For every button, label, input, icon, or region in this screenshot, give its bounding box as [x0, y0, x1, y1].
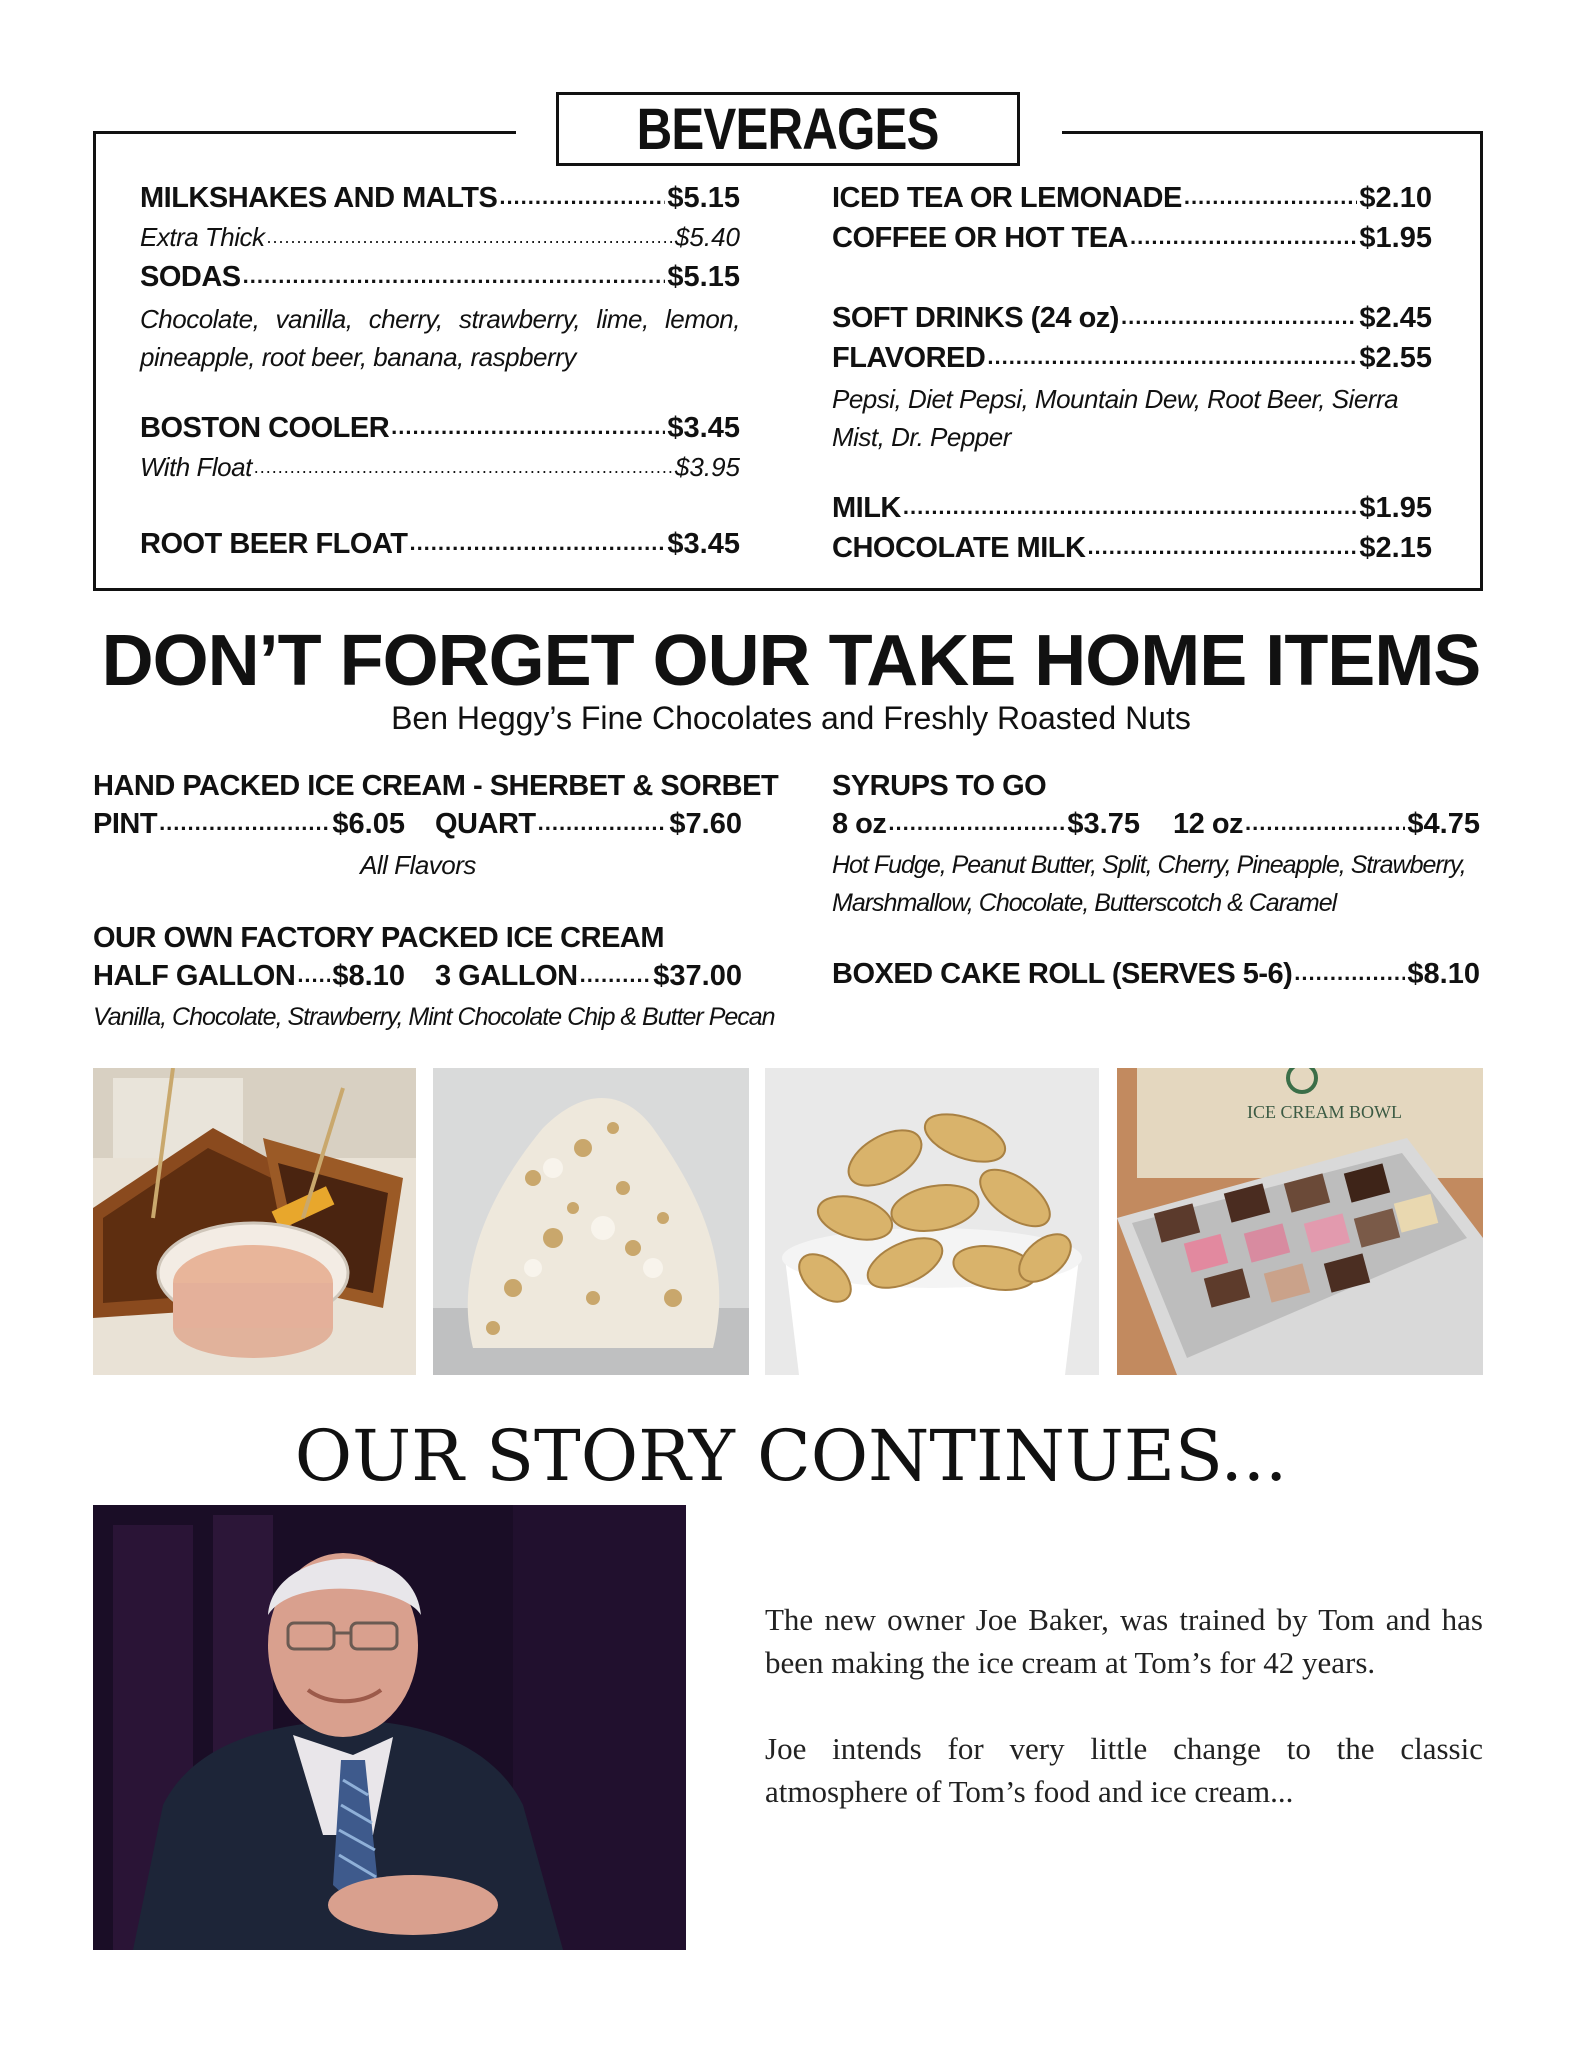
take-home-subtitle: Ben Heggy’s Fine Chocolates and Freshly Roasted Nuts [391, 700, 1191, 736]
menu-item-with-float [140, 452, 740, 483]
dot-leader [903, 494, 1358, 520]
menu-item-flavored [832, 342, 1432, 375]
menu-item-iced-tea [832, 182, 1432, 215]
factory-packed-flavors: Vanilla, Chocolate, Strawberry, Mint Chocolate Chip & Butter Pecan [93, 1003, 775, 1031]
item-price: $2.45 [1359, 302, 1432, 334]
item-name: HALF GALLON [93, 960, 296, 992]
item-name: BOXED CAKE ROLL (SERVES 5-6) [832, 958, 1293, 990]
menu-item-milkshakes [140, 182, 740, 215]
item-name: FLAVORED [832, 342, 986, 374]
item-name: With Float [140, 452, 252, 482]
item-name: MILKSHAKES AND MALTS [140, 182, 498, 214]
item-price: $1.95 [1359, 222, 1432, 254]
item-name: QUART [435, 808, 536, 840]
dot-leader [987, 344, 1357, 370]
story-paragraph-1: The new owner Joe Baker, was trained by Tom and has been making the ice cream at Tom’s for 42 years. [765, 1602, 1483, 1680]
menu-item-8oz [832, 808, 1140, 841]
dot-leader [391, 414, 665, 440]
menu-item-quart [435, 808, 742, 841]
menu-item-three-gallon [435, 960, 742, 993]
item-price: $1.95 [1359, 492, 1432, 524]
beverages-title: BEVERAGES [637, 96, 939, 162]
owner-portrait-photo [93, 1505, 686, 1950]
item-price: $4.75 [1407, 808, 1480, 840]
flavored-list: Pepsi, Diet Pepsi, Mountain Dew, Root Beer, Sierra Mist, Dr. Pepper [832, 384, 1399, 452]
item-name: BOSTON COOLER [140, 412, 390, 444]
dot-leader [1121, 304, 1357, 330]
item-price: $8.10 [332, 960, 405, 992]
menu-item-sodas [140, 261, 740, 294]
item-name: 8 oz [832, 808, 887, 840]
chocolate-box-photo [1117, 1068, 1483, 1375]
item-name: 3 GALLON [435, 960, 578, 992]
item-name: PINT [93, 808, 158, 840]
dot-leader [538, 810, 668, 836]
dot-leader [499, 184, 665, 210]
dot-leader [267, 227, 673, 248]
menu-item-pint [93, 808, 405, 841]
dot-leader [243, 263, 666, 289]
dot-leader [1245, 810, 1405, 836]
sandwich-photo [93, 1068, 416, 1375]
sodas-flavors: Chocolate, vanilla, cherry, strawberry, lime, lemon, pineapple, root beer, banana, raspberry [140, 304, 740, 372]
item-name: CHOCOLATE MILK [832, 532, 1086, 564]
chocolate-candy-photo [433, 1068, 749, 1375]
item-price: $3.95 [674, 452, 740, 482]
menu-item-half-gallon [93, 960, 405, 993]
beverages-title-box [556, 92, 1020, 166]
dot-leader [888, 810, 1065, 836]
menu-item-12oz [1173, 808, 1480, 841]
menu-item-boston-cooler [140, 412, 740, 445]
item-price: $5.15 [667, 261, 740, 293]
dot-leader [409, 530, 665, 556]
item-price: $3.45 [667, 528, 740, 560]
dot-leader [254, 457, 673, 478]
item-price: $5.15 [667, 182, 740, 214]
item-price: $6.05 [332, 808, 405, 840]
item-name: ROOT BEER FLOAT [140, 528, 408, 560]
dot-leader [1130, 224, 1357, 250]
item-price: $2.55 [1359, 342, 1432, 374]
item-name: SODAS [140, 261, 241, 293]
story-title: OUR STORY CONTINUES... [294, 1415, 1288, 1497]
menu-item-coffee [832, 222, 1432, 255]
item-price: $37.00 [653, 960, 742, 992]
item-name: Extra Thick [140, 222, 265, 252]
item-price: $3.45 [667, 412, 740, 444]
syrup-flavors: Hot Fudge, Peanut Butter, Split, Cherry, Pineapple, Strawberry, Marshmallow, Chocolate, Butterscotch & Caramel [832, 851, 1466, 917]
hand-packed-header: HAND PACKED ICE CREAM - SHERBET & SORBET [93, 770, 779, 802]
item-price: $2.15 [1359, 532, 1432, 564]
item-name: 12 oz [1173, 808, 1244, 840]
dot-leader [159, 810, 330, 836]
menu-item-chocolate-milk [832, 532, 1432, 565]
item-price: $5.40 [674, 222, 740, 252]
item-price: $2.10 [1359, 182, 1432, 214]
story-paragraph-2: Joe intends for very little change to the classic atmosphere of Tom’s food and ice cream... [765, 1731, 1483, 1809]
dot-leader [1087, 534, 1357, 560]
menu-item-soft-drinks [832, 302, 1432, 335]
dot-leader [1294, 960, 1405, 986]
menu-item-milk [832, 492, 1432, 525]
dot-leader [1184, 184, 1358, 210]
item-name: SOFT DRINKS (24 oz) [832, 302, 1119, 334]
dot-leader [580, 962, 652, 988]
syrups-header: SYRUPS TO GO [832, 770, 1047, 802]
cashews-photo [765, 1068, 1099, 1375]
item-price: $3.75 [1067, 808, 1140, 840]
menu-item-root-beer-float [140, 528, 740, 561]
item-name: ICED TEA OR LEMONADE [832, 182, 1182, 214]
menu-item-cake-roll [832, 958, 1480, 991]
hand-packed-note: All Flavors [360, 850, 476, 880]
menu-item-extra-thick [140, 222, 740, 253]
take-home-title: DON’T FORGET OUR TAKE HOME ITEMS [101, 621, 1481, 701]
dot-leader [297, 962, 330, 988]
item-price: $8.10 [1407, 958, 1480, 990]
box-label: ICE CREAM BOWL [1247, 1102, 1402, 1122]
item-name: COFFEE OR HOT TEA [832, 222, 1128, 254]
item-price: $7.60 [669, 808, 742, 840]
item-name: MILK [832, 492, 901, 524]
factory-packed-header: OUR OWN FACTORY PACKED ICE CREAM [93, 922, 665, 954]
